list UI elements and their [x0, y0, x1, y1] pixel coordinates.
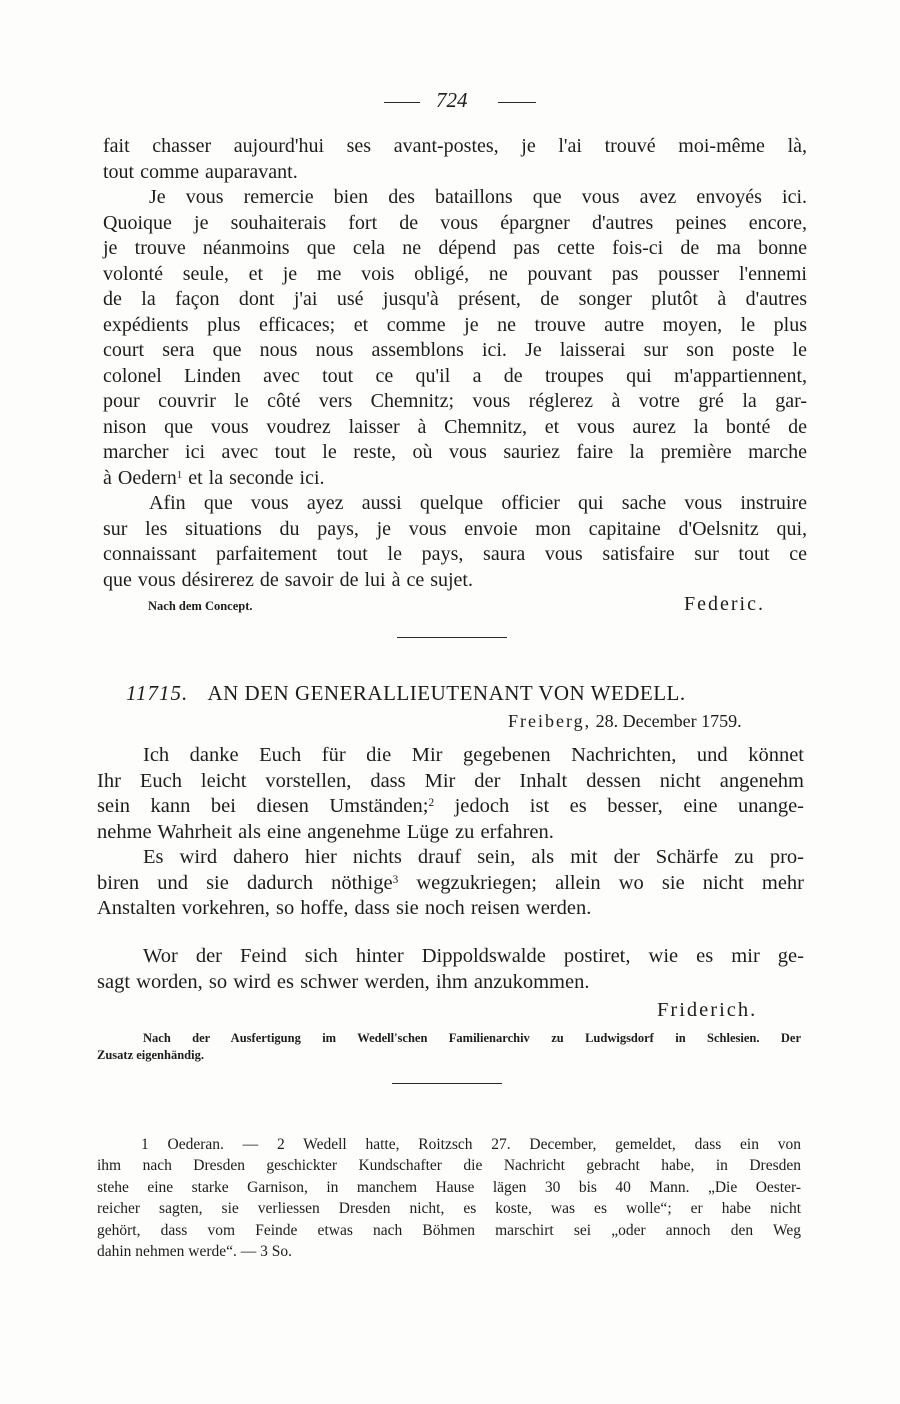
text-line: sur les situations du pays, je vous envoie mon capitaine d'Oelsnitz qui,	[103, 517, 807, 540]
footnote-line: stehe eine starke Garnison, in manchem Hause lägen 30 bis 40 Mann. „Die Oester-	[97, 1178, 801, 1196]
footnote-line: gehört, dass vom Feinde etwas nach Böhmen marschirt sei „oder annoch den Weg	[97, 1221, 801, 1239]
text-fragment: jedoch ist es besser, eine unange-	[454, 795, 805, 817]
postscript	[97, 944, 804, 995]
letter-number: 11715.	[126, 681, 189, 705]
dateline-date: 28. December 1759.	[595, 711, 742, 731]
page-number: 724	[436, 88, 468, 112]
text-line: volonté seule, et je me vois obligé, ne pouvant pas pousser l'ennemi	[103, 262, 807, 285]
footnote-divider	[392, 1083, 502, 1084]
text-fragment: à Oedern	[103, 466, 177, 489]
text-line: Je vous remercie bien des bataillons que vous avez envoyés ici.	[149, 186, 807, 208]
text-line: expédients plus efficaces; et comme je ne trouve autre moyen, le plus	[103, 313, 807, 336]
text-line: Anstalten vorkehren, so hoffe, dass sie noch reisen werden.	[97, 897, 592, 919]
text-line: que vous désirerez de savoir de lui à ce sujet.	[103, 568, 473, 591]
signature: Friderich.	[657, 999, 758, 1021]
text-line: Es wird dahero hier nichts drauf sein, als mit der Schärfe zu pro-	[143, 846, 804, 868]
letter-title: AN DEN GENERALLIEUTENANT VON WEDELL.	[207, 681, 686, 705]
text-line: Ihr Euch leicht vorstellen, dass Mir der Inhalt dessen nicht angenehm	[97, 769, 804, 792]
text-line	[97, 794, 804, 820]
letter-body	[97, 743, 804, 922]
text-line	[97, 871, 804, 897]
text-line: de la façon dont j'ai usé jusqu'à présent, de songer plutôt à d'autres	[103, 288, 807, 310]
letter-heading	[126, 681, 686, 706]
text-line: marcher ici avec tout le reste, où vous sauriez faire la première marche	[103, 441, 807, 463]
footnote-line: 1 Oederan. — 2 Wedell hatte, Roitzsch 27. December, gemeldet, dass ein von	[141, 1136, 801, 1153]
text-fragment: wegzukriegen; allein wo sie nicht mehr	[416, 871, 804, 894]
previous-letter-body	[103, 134, 807, 593]
note-line: Zusatz eigenhändig.	[97, 1048, 204, 1062]
footnote-line: ihm nach Dresden geschickter Kundschafter die Nachricht gebracht habe, in Dresden	[97, 1157, 801, 1175]
text-line: fait chasser aujourd'hui ses avant-postes, je l'ai trouvé moi-même là,	[103, 135, 807, 157]
text-line: nison que vous voudrez laisser à Chemnitz, et vous aurez la bonté de	[103, 415, 807, 438]
text-line: colonel Linden avec tout ce qu'il a de troupes qui m'appartiennent,	[103, 364, 807, 387]
text-line: pour couvrir le côté vers Chemnitz; vous réglerez à votre gré la gar-	[103, 390, 807, 412]
text-line: Wor der Feind sich hinter Dippoldswalde postiret, wie es mir ge-	[143, 945, 804, 967]
footnote-mark: 1	[176, 468, 183, 481]
source-note: Nach dem Concept.	[148, 599, 253, 613]
text-line: connaissant parfaitement tout le pays, saura vous satisfaire sur tout ce	[103, 543, 807, 565]
footnote-mark: 2	[428, 796, 435, 809]
text-line: tout comme auparavant.	[103, 160, 298, 183]
dateline	[508, 711, 742, 732]
footnote-mark: 3	[392, 873, 399, 886]
text-line: nehme Wahrheit als eine angenehme Lüge zu erfahren.	[97, 820, 554, 843]
text-line: Afin que vous ayez aussi quelque officier qui sache vous instruire	[149, 492, 807, 514]
source-note	[97, 1030, 801, 1064]
text-line: je trouve néanmoins que cela ne dépend pas cette fois-ci de ma bonne	[103, 237, 807, 259]
text-line	[103, 466, 807, 492]
footnote-line: reicher sagten, sie verliessen Dresden nicht, es koste, was es wolle“; er habe nicht	[97, 1200, 801, 1218]
note-line: Nach der Ausfertigung im Wedell'schen Familienarchiv zu Ludwigsdorf in Schlesien. Der	[143, 1031, 801, 1045]
signature: Federic.	[684, 593, 765, 615]
dateline-place: Freiberg,	[508, 711, 592, 731]
text-line: Ich danke Euch für die Mir gegebenen Nachrichten, und könnet	[143, 744, 804, 766]
text-fragment: sein kann bei diesen Umständen;	[97, 795, 429, 817]
page-header	[0, 88, 900, 118]
footnote-line: dahin nehmen werde“. — 3 So.	[97, 1243, 292, 1261]
text-fragment: et la seconde ici.	[188, 466, 325, 489]
footnotes	[97, 1134, 801, 1262]
text-line: Quoique je souhaiterais fort de vous épargner d'autres peines encore,	[103, 211, 807, 234]
header-dash-right	[498, 102, 536, 103]
text-line: court sera que nous nous assemblons ici. Je laisserai sur son poste le	[103, 339, 807, 361]
text-fragment: biren und sie dadurch nöthige	[97, 871, 393, 894]
text-line: sagt worden, so wird es schwer werden, ihm anzukommen.	[97, 970, 590, 993]
header-dash-left	[384, 102, 420, 103]
section-divider	[397, 637, 507, 638]
